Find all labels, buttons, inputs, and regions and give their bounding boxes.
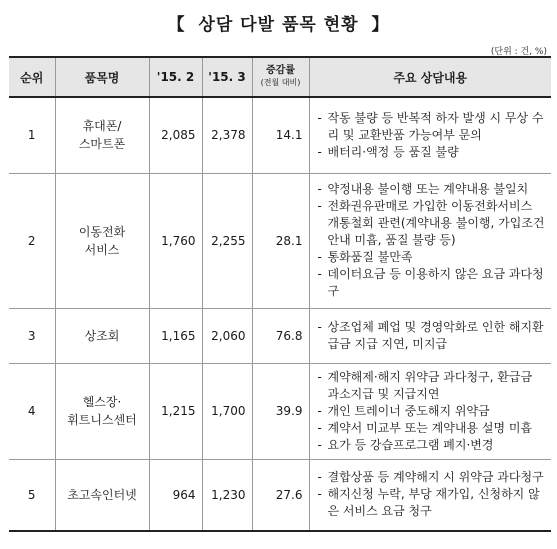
list-item: - 계약서 미교부 또는 계약내용 설명 미흡	[318, 420, 546, 437]
row-item-name-line: 휘트니스센터	[67, 413, 137, 427]
title-bracket-left: 【	[167, 15, 186, 35]
list-item: - 약정내용 불이행 또는 계약내용 불일치	[318, 181, 546, 198]
row-rank: 5	[9, 459, 55, 531]
row-item-name-line: 이동전화	[78, 224, 126, 239]
row-item-name-line: 헬스장·	[82, 395, 122, 409]
row-main-content	[309, 459, 551, 531]
header-rate-sub: (전월 대비)	[260, 78, 301, 87]
row-feb-count: 1,215	[149, 363, 202, 459]
row-main-content	[309, 363, 551, 459]
row-item-name	[55, 308, 149, 363]
content-list	[318, 110, 546, 161]
list-item: - 통화품질 불만족	[318, 249, 546, 266]
row-item-name-line: 휴대폰/	[82, 119, 122, 134]
header-item: 품목명	[55, 57, 149, 97]
row-item-name	[55, 97, 149, 173]
row-change-rate: 27.6	[252, 459, 309, 531]
content-list	[318, 369, 546, 454]
row-item-name	[55, 173, 149, 308]
row-main-content	[309, 173, 551, 308]
list-item: - 작동 불량 등 반복적 하자 발생 시 무상 수리 및 교환반품 가능여부 문의	[318, 110, 546, 144]
row-mar-count: 2,255	[202, 173, 252, 308]
content-list	[318, 319, 546, 353]
table-row	[9, 308, 551, 363]
row-main-content	[309, 97, 551, 173]
row-change-rate: 76.8	[252, 308, 309, 363]
row-item-name	[55, 459, 149, 531]
row-feb-count: 964	[149, 459, 202, 531]
row-item-name-line: 초고속인터넷	[67, 487, 137, 502]
title-text: 상담 다발 품목 현황	[198, 15, 359, 35]
table-row	[9, 173, 551, 308]
list-item: - 계약해제·해지 위약금 과다청구, 환급금 과소지급 및 지급지연	[318, 369, 546, 403]
unit-note: (단위 : 건, %)	[490, 47, 547, 57]
row-item-name-line: 상조회	[84, 328, 120, 343]
row-feb-count: 2,085	[149, 97, 202, 173]
page-title	[0, 10, 557, 36]
row-item-name-line: 스마트폰	[78, 137, 126, 152]
list-item: - 결합상품 등 계약해지 시 위약금 과다청구	[318, 469, 546, 486]
header-rank: 순위	[9, 57, 55, 97]
table-row	[9, 459, 551, 531]
list-item: - 상조업체 폐업 및 경영악화로 인한 해지환급금 지급 지연, 미지급	[318, 319, 546, 353]
row-feb-count: 1,760	[149, 173, 202, 308]
row-change-rate: 39.9	[252, 363, 309, 459]
header-feb: '15. 2	[149, 57, 202, 97]
row-rank: 4	[9, 363, 55, 459]
content-list	[318, 181, 546, 300]
row-change-rate: 14.1	[252, 97, 309, 173]
list-item: - 요가 등 강습프로그램 폐지·변경	[318, 437, 546, 454]
table-header-row	[9, 57, 551, 97]
row-rank: 1	[9, 97, 55, 173]
row-mar-count: 2,378	[202, 97, 252, 173]
header-mar: '15. 3	[202, 57, 252, 97]
row-mar-count: 1,230	[202, 459, 252, 531]
row-main-content	[309, 308, 551, 363]
row-rank: 3	[9, 308, 55, 363]
row-feb-count: 1,165	[149, 308, 202, 363]
header-rate	[252, 57, 309, 97]
list-item: - 개인 트레이너 중도해지 위약금	[318, 403, 546, 420]
table-row	[9, 97, 551, 173]
header-content: 주요 상담내용	[309, 57, 551, 97]
row-item-name-line: 서비스	[84, 242, 120, 257]
list-item: - 전화권유판매로 가입한 이동전화서비스 개통철회 관련(계약내용 불이행, 가입조건 안내 미흡, 품질 불량 등)	[318, 198, 546, 249]
row-change-rate: 28.1	[252, 173, 309, 308]
list-item: - 해지신청 누락, 부당 재가입, 신청하지 않은 서비스 요금 청구	[318, 486, 546, 520]
list-item: - 배터리·액정 등 품질 불량	[318, 144, 546, 161]
consultation-table	[9, 56, 551, 532]
content-list	[318, 469, 546, 520]
header-rate-label: 증감률	[266, 65, 295, 76]
title-bracket-right: 】	[371, 15, 390, 35]
table-row	[9, 363, 551, 459]
row-mar-count: 2,060	[202, 308, 252, 363]
row-rank: 2	[9, 173, 55, 308]
list-item: - 데이터요금 등 이용하지 않은 요금 과다청구	[318, 266, 546, 300]
row-item-name	[55, 363, 149, 459]
row-mar-count: 1,700	[202, 363, 252, 459]
